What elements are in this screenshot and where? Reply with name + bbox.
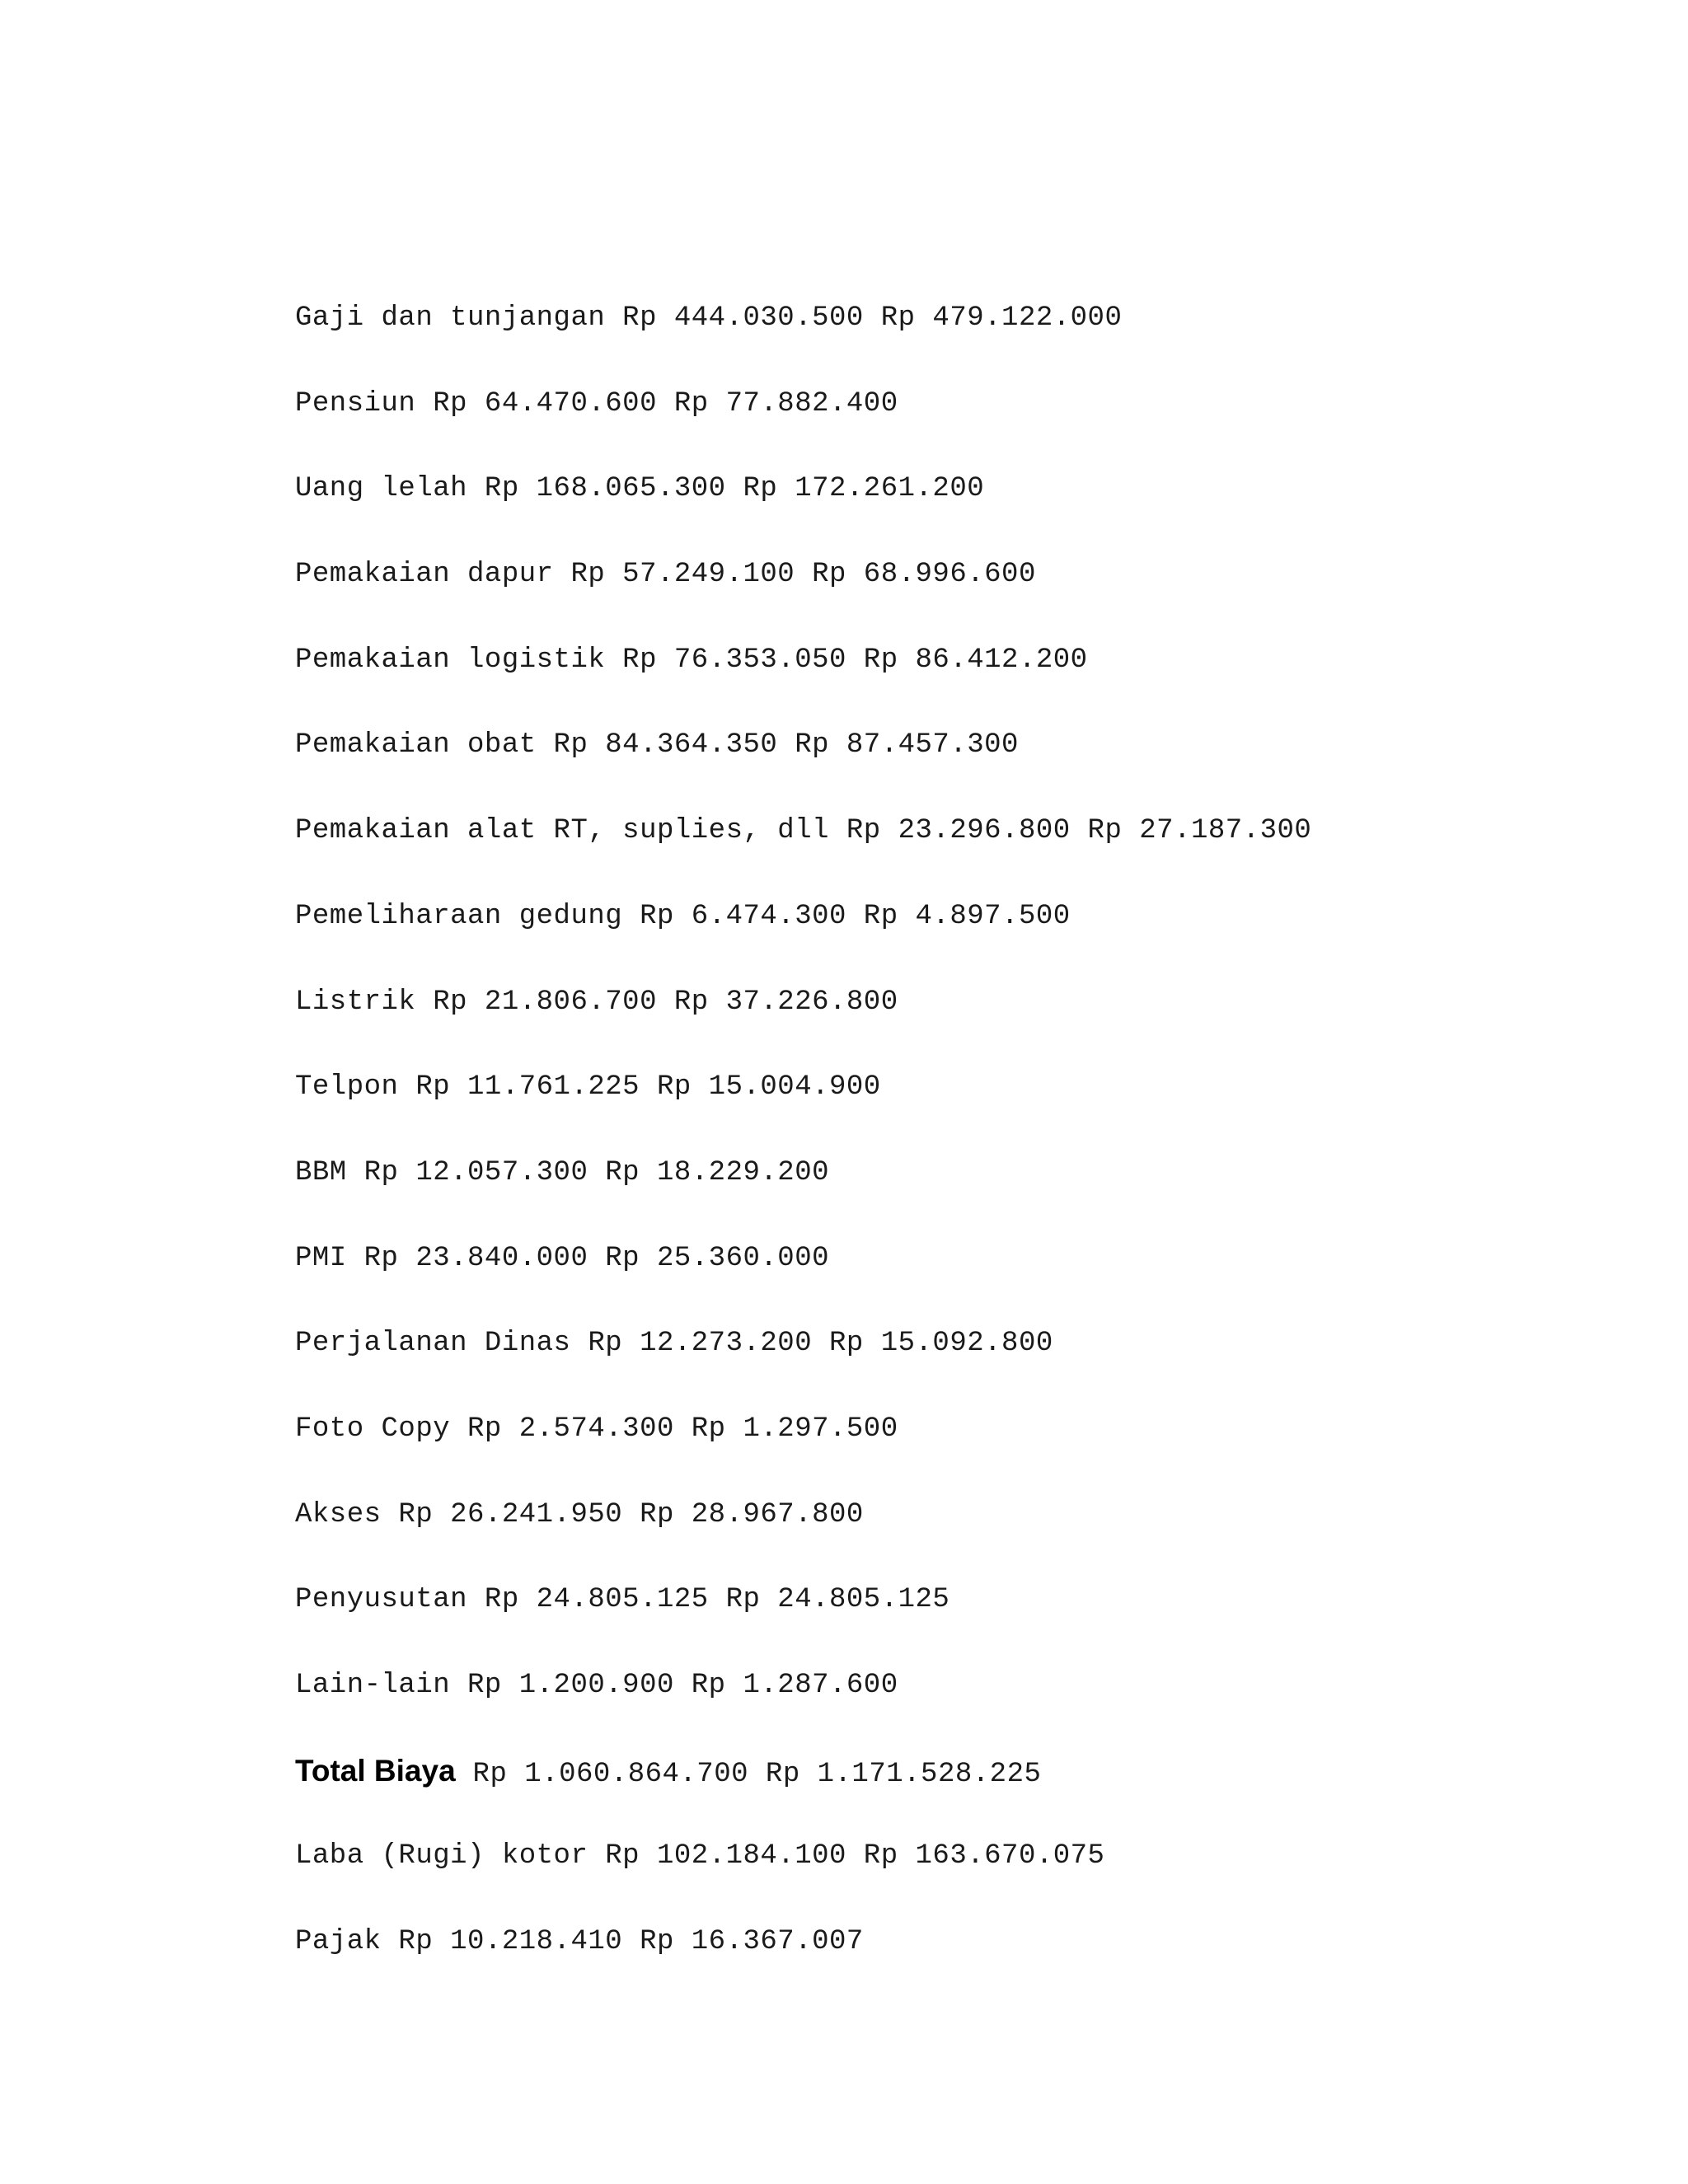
cost-lines	[295, 295, 1311, 2004]
line-telpon: Telpon Rp 11.761.225 Rp 15.004.900	[295, 1071, 881, 1104]
line-uang-lelah: Uang lelah Rp 168.065.300 Rp 172.261.200	[295, 473, 985, 505]
line-perjalanan-dinas: Perjalanan Dinas Rp 12.273.200 Rp 15.092.800	[295, 1328, 1053, 1360]
line-bbm: BBM Rp 12.057.300 Rp 18.229.200	[295, 1156, 830, 1188]
line-foto-copy: Foto Copy Rp 2.574.300 Rp 1.297.500	[295, 1413, 898, 1445]
total-biaya-values: Rp 1.060.864.700 Rp 1.171.528.225	[455, 1758, 1042, 1790]
line-pemakaian-dapur: Pemakaian dapur Rp 57.249.100 Rp 68.996.600	[295, 559, 1036, 591]
line-pmi: PMI Rp 23.840.000 Rp 25.360.000	[295, 1242, 830, 1274]
line-pajak: Pajak Rp 10.218.410 Rp 16.367.007	[295, 1926, 864, 1958]
line-pemakaian-obat: Pemakaian obat Rp 84.364.350 Rp 87.457.300	[295, 729, 1019, 762]
line-akses: Akses Rp 26.241.950 Rp 28.967.800	[295, 1498, 864, 1530]
line-penyusutan: Penyusutan Rp 24.805.125 Rp 24.805.125	[295, 1584, 950, 1616]
line-listrik: Listrik Rp 21.806.700 Rp 37.226.800	[295, 986, 898, 1018]
line-total-biaya	[295, 1748, 1311, 1834]
line-pemeliharaan-gedung: Pemeliharaan gedung Rp 6.474.300 Rp 4.897.500	[295, 900, 1071, 932]
line-lain-lain: Lain-lain Rp 1.200.900 Rp 1.287.600	[295, 1670, 898, 1701]
line-pensiun: Pensiun Rp 64.470.600 Rp 77.882.400	[295, 387, 898, 419]
line-gaji: Gaji dan tunjangan Rp 444.030.500 Rp 479.122.000	[295, 302, 1123, 334]
line-pemakaian-alat-rt: Pemakaian alat RT, suplies, dll Rp 23.296.800 Rp 27.187.300	[295, 815, 1312, 847]
line-pemakaian-logistik: Pemakaian logistik Rp 76.353.050 Rp 86.412.200	[295, 644, 1088, 676]
line-laba-rugi-kotor: Laba (Rugi) kotor Rp 102.184.100 Rp 163.670.075	[295, 1840, 1105, 1872]
total-biaya-label: Total Biaya	[295, 1753, 456, 1788]
